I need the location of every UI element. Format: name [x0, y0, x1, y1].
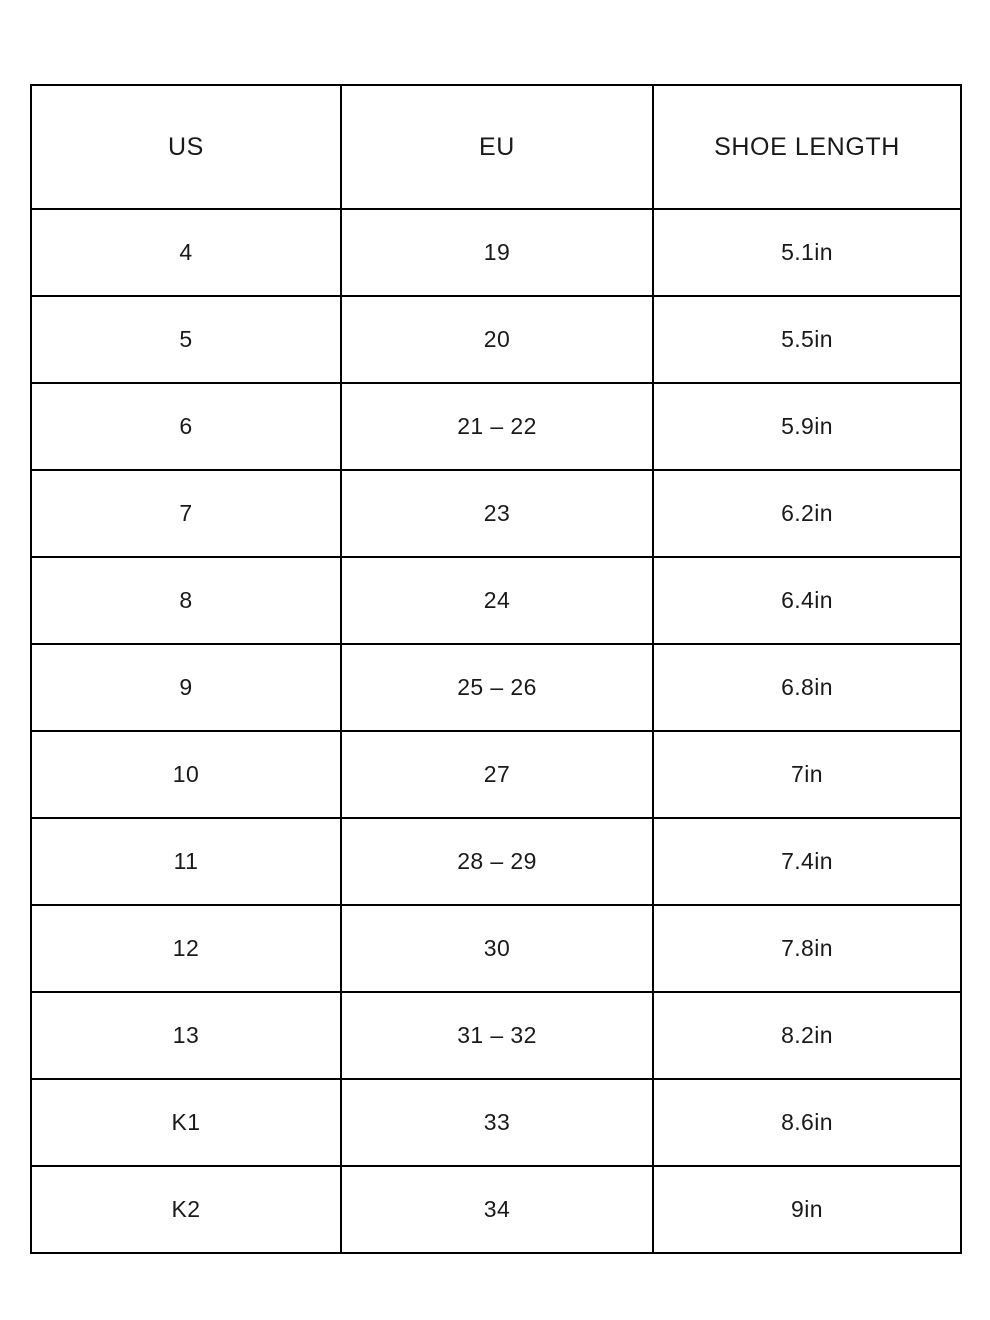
table-row — [31, 644, 961, 731]
cell-eu: 27 — [341, 731, 653, 818]
cell-us: 13 — [31, 992, 341, 1079]
cell-shoe-length: 5.9in — [653, 383, 961, 470]
table-row — [31, 731, 961, 818]
cell-us: 12 — [31, 905, 341, 992]
cell-shoe-length: 7.4in — [653, 818, 961, 905]
column-header-us — [31, 85, 341, 209]
table-row — [31, 992, 961, 1079]
cell-eu: 33 — [341, 1079, 653, 1166]
column-header-shoe-length — [653, 85, 961, 209]
cell-us: 9 — [31, 644, 341, 731]
table-row — [31, 1079, 961, 1166]
cell-eu: 24 — [341, 557, 653, 644]
cell-shoe-length: 7in — [653, 731, 961, 818]
cell-us: 4 — [31, 209, 341, 296]
table-row — [31, 557, 961, 644]
table-row — [31, 296, 961, 383]
cell-eu: 19 — [341, 209, 653, 296]
table-row — [31, 383, 961, 470]
cell-eu: 20 — [341, 296, 653, 383]
cell-shoe-length: 8.6in — [653, 1079, 961, 1166]
cell-shoe-length: 5.1in — [653, 209, 961, 296]
cell-eu: 28 – 29 — [341, 818, 653, 905]
cell-us: 8 — [31, 557, 341, 644]
cell-shoe-length: 8.2in — [653, 992, 961, 1079]
cell-eu: 31 – 32 — [341, 992, 653, 1079]
column-header-shoe-length-label: SHOE LENGTH — [714, 132, 900, 161]
table-row — [31, 209, 961, 296]
column-header-eu — [341, 85, 653, 209]
cell-shoe-length: 7.8in — [653, 905, 961, 992]
cell-us: 10 — [31, 731, 341, 818]
cell-eu: 30 — [341, 905, 653, 992]
table-row — [31, 905, 961, 992]
cell-us: 6 — [31, 383, 341, 470]
cell-shoe-length: 6.4in — [653, 557, 961, 644]
cell-eu: 34 — [341, 1166, 653, 1253]
cell-us: K2 — [31, 1166, 341, 1253]
cell-eu: 23 — [341, 470, 653, 557]
cell-us: 11 — [31, 818, 341, 905]
cell-us: K1 — [31, 1079, 341, 1166]
cell-us: 5 — [31, 296, 341, 383]
column-header-us-label: US — [168, 132, 204, 161]
table-body — [31, 209, 961, 1253]
column-header-eu-label: EU — [479, 132, 515, 161]
shoe-size-table — [30, 84, 962, 1254]
cell-shoe-length: 6.2in — [653, 470, 961, 557]
table-header-row — [31, 85, 961, 209]
cell-shoe-length: 6.8in — [653, 644, 961, 731]
table-row — [31, 818, 961, 905]
cell-shoe-length: 9in — [653, 1166, 961, 1253]
table-row — [31, 1166, 961, 1253]
table-row — [31, 470, 961, 557]
cell-eu: 21 – 22 — [341, 383, 653, 470]
table-header — [31, 85, 961, 209]
cell-eu: 25 – 26 — [341, 644, 653, 731]
cell-shoe-length: 5.5in — [653, 296, 961, 383]
cell-us: 7 — [31, 470, 341, 557]
